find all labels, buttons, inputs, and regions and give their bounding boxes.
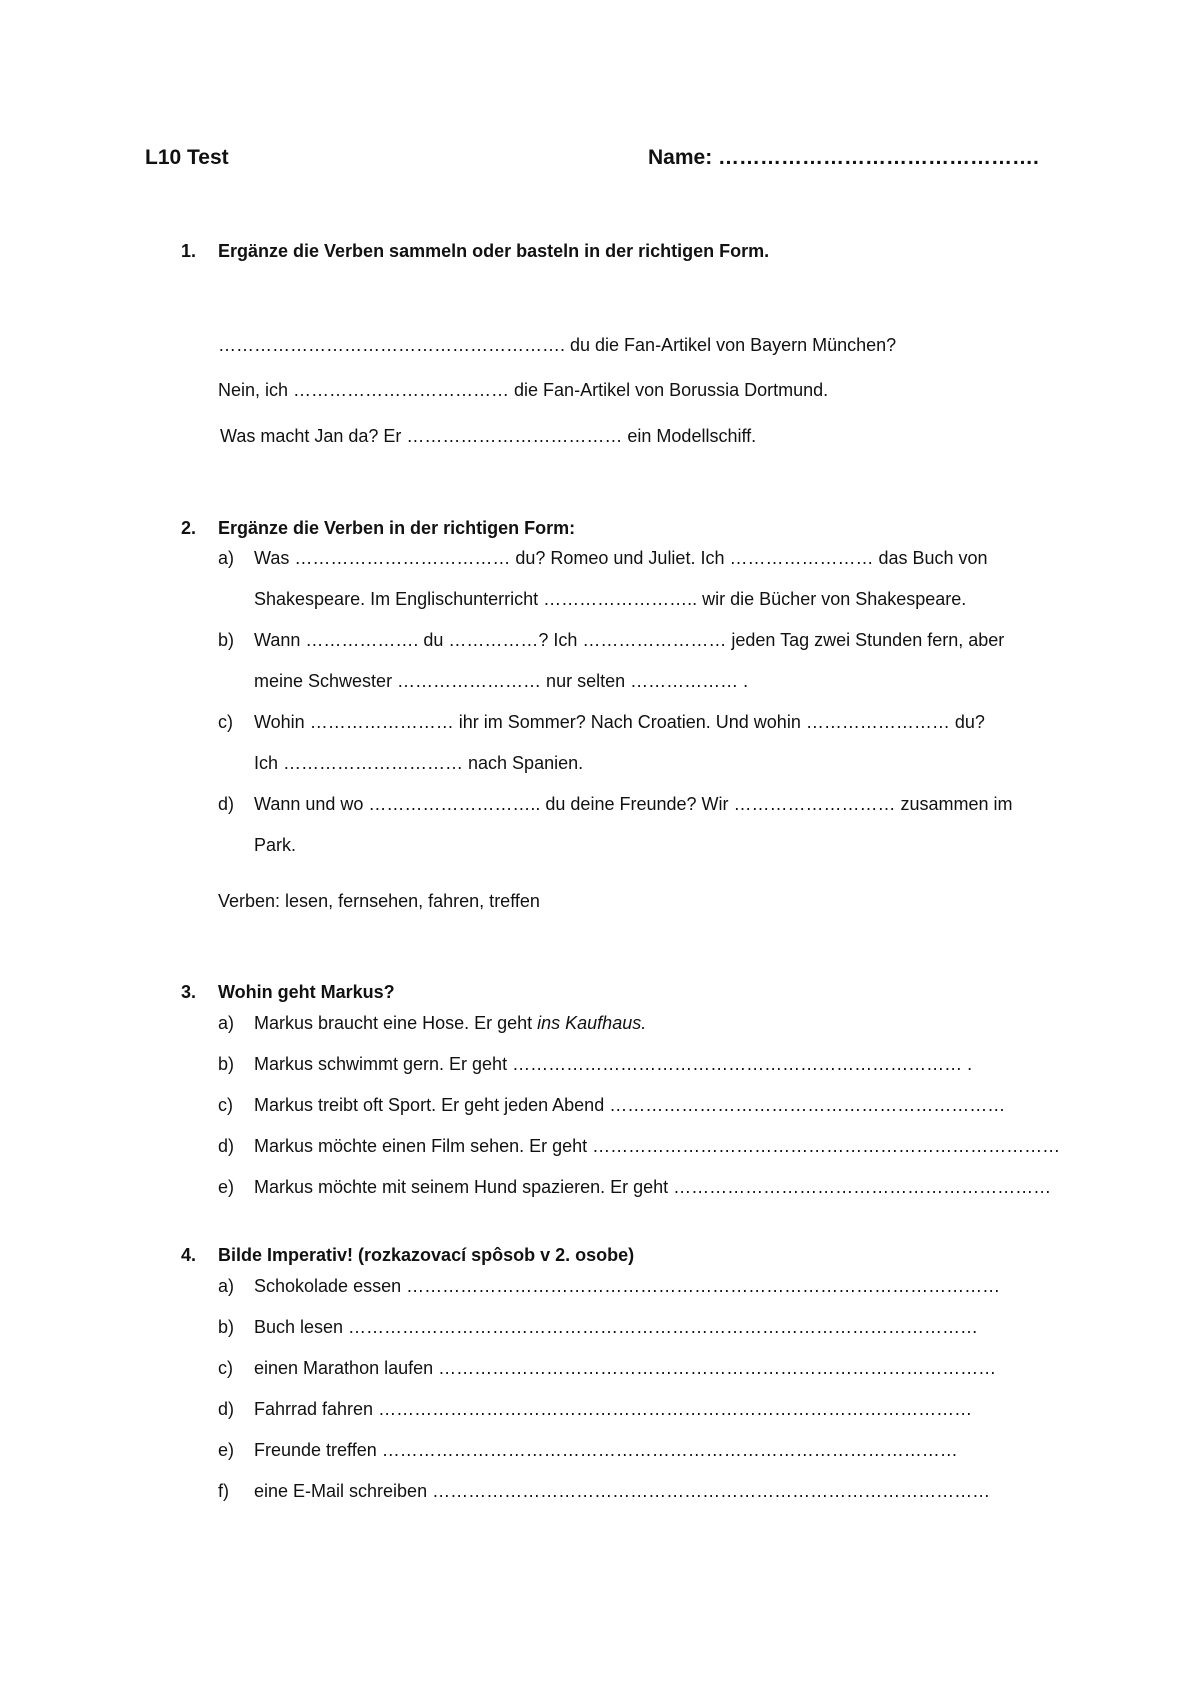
section3-item-a-text [254,1011,646,1035]
section1-line-2: Nein, ich ……………………………… die Fan-Artikel von Borussia Dortmund. [218,380,829,400]
section2-item-a-label: a) [218,548,235,568]
section3-heading: Wohin geht Markus? [218,982,395,1002]
section3-item-c-label: c) [218,1095,233,1115]
section3-item-d-label: d) [218,1136,235,1156]
section3-item-d-text: Markus möchte einen Film sehen. Er geht …………………………………………………………………… [254,1136,1061,1156]
section2-item-c-line1: Wohin …………………… ihr im Sommer? Nach Croatien. Und wohin …………………… du? [254,712,985,732]
section3-item-b-label: b) [218,1054,235,1074]
section4-item-b-text: Buch lesen …………………………………………………………………………………………… [254,1317,979,1337]
section3-number: 3. [181,982,197,1002]
section1-line-3: Was macht Jan da? Er ……………………………… ein Modellschiff. [220,426,757,446]
section2-item-b-label: b) [218,630,235,650]
page-title: L10 Test [145,146,229,169]
section4-item-f-text: eine E-Mail schreiben ………………………………………………………………………………… [254,1481,991,1501]
section2-item-a-line1: Was ……………………………… du? Romeo und Juliet. Ich …………………… das Buch von [254,548,988,568]
section2-item-b-line2: meine Schwester …………………… nur selten ……………… . [254,671,749,691]
section1-heading: Ergänze die Verben sammeln oder basteln in der richtigen Form. [218,241,770,261]
section2-verbs: Verben: lesen, fernsehen, fahren, treffen [218,891,540,911]
section3-item-a-plain: Markus braucht eine Hose. Er geht [254,1013,538,1033]
section4-item-c-label: c) [218,1358,233,1378]
section4-heading: Bilde Imperativ! (rozkazovací spôsob v 2. osobe) [218,1245,635,1265]
name-field[interactable]: Name: ………………………………………. [648,146,1039,169]
section2-item-c-line2: Ich ………………………… nach Spanien. [254,753,584,773]
section4-item-c-text: einen Marathon laufen ………………………………………………………………………………… [254,1358,997,1378]
section3-item-e-label: e) [218,1177,235,1197]
section2-item-d-line1: Wann und wo ……………………….. du deine Freunde? Wir ……………………… zusammen im [254,794,1013,814]
section2-heading: Ergänze die Verben in der richtigen Form: [218,518,576,538]
section2-item-c-label: c) [218,712,233,732]
section2-number: 2. [181,518,197,538]
section4-item-b-label: b) [218,1317,235,1337]
section2-item-d-label: d) [218,794,235,814]
section2-item-a-line2: Shakespeare. Im Englischunterricht …………………….. wir die Bücher von Shakespeare. [254,589,967,609]
section3-item-a-label: a) [218,1013,235,1033]
section4-item-a-text: Schokolade essen ……………………………………………………………………………………… [254,1276,1001,1296]
section3-item-c-text: Markus treibt oft Sport. Er geht jeden Abend ………………………………………………………… [254,1095,1006,1115]
section1-number: 1. [181,241,197,261]
section4-item-e-label: e) [218,1440,235,1460]
section4-item-a-label: a) [218,1276,235,1296]
section4-number: 4. [181,1245,197,1265]
section4-item-f-label: f) [218,1481,229,1501]
section3-item-e-text: Markus möchte mit seinem Hund spazieren. Er geht ……………………………………………………… [254,1177,1052,1197]
section4-item-e-text: Freunde treffen …………………………………………………………………………………… [254,1440,958,1460]
section4-item-d-label: d) [218,1399,235,1419]
section3-item-a-italic: ins Kaufhaus. [537,1013,647,1033]
section4-item-d-text: Fahrrad fahren ……………………………………………………………………………………… [254,1399,973,1419]
section1-line-1: …………………………………………………. du die Fan-Artikel von Bayern München? [218,335,897,355]
section2-item-d-line2: Park. [254,835,297,855]
section2-item-b-line1: Wann ………………. du ……………? Ich …………………… jeden Tag zwei Stunden fern, aber [254,630,1005,650]
section3-item-b-text: Markus schwimmt gern. Er geht ………………………………………………………………… . [254,1054,973,1074]
